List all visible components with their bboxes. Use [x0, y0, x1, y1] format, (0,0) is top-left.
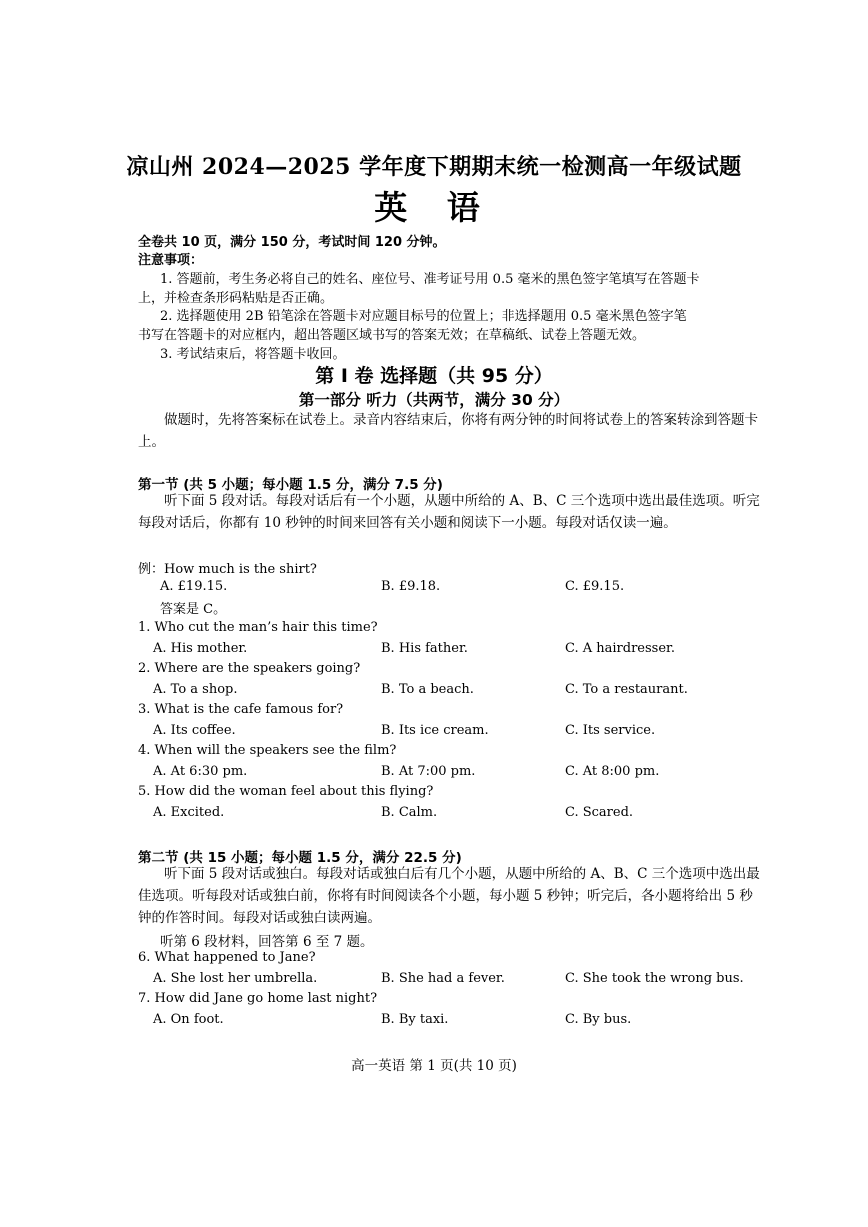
total-info: 全卷共 10 页，满分 150 分，考试时间 120 分钟。 [138, 235, 446, 250]
q4-option-c: C. At 8:00 pm. [565, 764, 660, 779]
example-question: 例：How much is the shirt? [138, 562, 317, 577]
notice-3: 3. 考试结束后，将答题卡收回。 [160, 347, 346, 362]
part1-intro: 做题时，先将答案标在试卷上。录音内容结束后，你将有两分钟的时间将试卷上的答案转涂到答题卡上。 [138, 412, 758, 450]
part1-title: 第一部分 听力（共两节，满分 30 分） [298, 391, 570, 409]
material-6-label: 听第 6 段材料，回答第 6 至 7 题。 [160, 934, 374, 950]
page-footer: 高一英语 第 1 页(共 10 页) [351, 1058, 517, 1074]
question-2: 2. Where are the speakers going? [138, 661, 361, 676]
question-6: 6. What happened to Jane? [138, 950, 316, 965]
q5-option-b: B. Calm. [381, 805, 438, 820]
q3-option-a: A. Its coffee. [153, 723, 236, 738]
q7-option-c: C. By bus. [565, 1012, 632, 1027]
volume-title: 第 Ⅰ 卷 选择题（共 95 分） [315, 365, 553, 387]
q7-option-b: B. By taxi. [381, 1012, 449, 1027]
q3-option-c: C. Its service. [565, 723, 656, 738]
q1-option-b: B. His father. [381, 641, 468, 656]
q6-option-a: A. She lost her umbrella. [153, 971, 318, 986]
q2-option-b: B. To a beach. [381, 682, 474, 697]
question-4: 4. When will the speakers see the film? [138, 743, 397, 758]
question-5: 5. How did the woman feel about this flying? [138, 784, 434, 799]
q1-option-c: C. A hairdresser. [565, 641, 675, 656]
q7-option-a: A. On foot. [153, 1012, 224, 1027]
q6-option-b: B. She had a fever. [381, 971, 505, 986]
example-option-b: B. £9.18. [381, 579, 441, 594]
example-option-a: A. £19.15. [160, 579, 228, 594]
exam-title: 凉山州 2024—2025 学年度下期期末统一检测高一年级试题 [126, 154, 742, 180]
q6-option-c: C. She took the wrong bus. [565, 971, 744, 986]
section1-title: 第一节 (共 5 小题；每小题 1.5 分，满分 7.5 分) [138, 477, 443, 493]
notice-2a: 2. 选择题使用 2B 铅笔涂在答题卡对应题目标号的位置上；非选择题用 0.5 毫米黑色签字笔 [160, 309, 687, 324]
q3-option-b: B. Its ice cream. [381, 723, 489, 738]
notice-2b: 书写在答题卡的对应框内，超出答题区域书写的答案无效；在草稿纸、试卷上答题无效。 [138, 328, 646, 343]
q5-option-a: A. Excited. [153, 805, 225, 820]
q5-option-c: C. Scared. [565, 805, 634, 820]
q2-option-c: C. To a restaurant. [565, 682, 688, 697]
question-3: 3. What is the cafe famous for? [138, 702, 344, 717]
section1-instructions: 听下面 5 段对话。每段对话后有一个小题，从题中所给的 A、B、C 三个选项中选出最佳选项。听完每段对话后，你都有 10 秒钟的时间来回答有关小题和阅读下一小题。每段对话仅读一遍。 [138, 493, 760, 531]
example-option-c: C. £9.15. [565, 579, 625, 594]
q1-option-a: A. His mother. [153, 641, 248, 656]
q4-option-b: B. At 7:00 pm. [381, 764, 476, 779]
example-answer: 答案是 C。 [160, 602, 227, 617]
notice-1b: 上，并检查条形码粘贴是否正确。 [138, 291, 334, 306]
section2-title: 第二节 (共 15 小题；每小题 1.5 分，满分 22.5 分) [138, 850, 462, 866]
notice-1a: 1. 答题前，考生务必将自己的姓名、座位号、准考证号用 0.5 毫米的黑色签字笔填写在答题卡 [160, 272, 700, 287]
question-7: 7. How did Jane go home last night? [138, 991, 378, 1006]
question-1: 1. Who cut the man’s hair this time? [138, 620, 378, 635]
q2-option-a: A. To a shop. [153, 682, 238, 697]
q4-option-a: A. At 6:30 pm. [153, 764, 248, 779]
section2-instructions: 听下面 5 段对话或独白。每段对话或独白后有几个小题，从题中所给的 A、B、C 三个选项中选出最佳选项。听每段对话或独白前，你将有时间阅读各个小题，每小题 5 秒钟；听完后，各小题将给出 5 秒钟的作答时间。每段对话或独白读两遍。 [138, 866, 760, 926]
subject-title: 英 语 [374, 188, 494, 227]
notice-label: 注意事项： [138, 253, 204, 268]
